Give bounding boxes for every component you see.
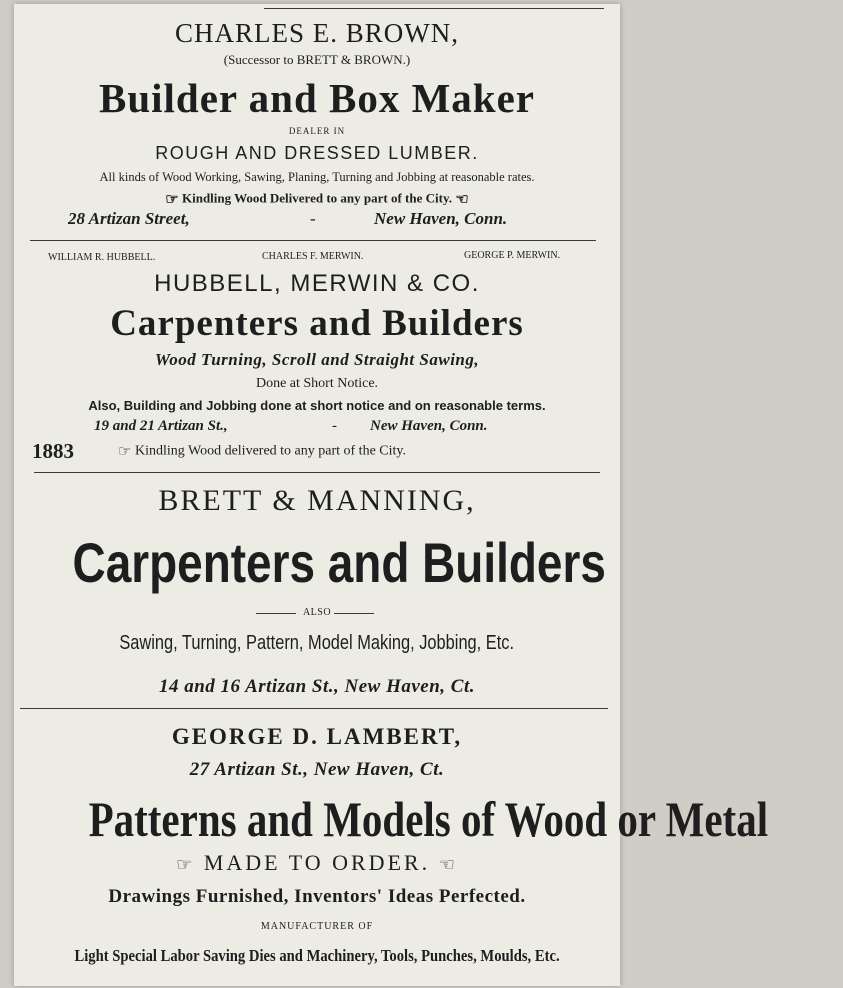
ad1-services: All kinds of Wood Working, Sawing, Planing, Turning and Jobbing at reasonable rates. (99, 170, 535, 184)
ad3-services: Sawing, Turning, Pattern, Model Making, Jobbing, Etc. (119, 632, 515, 654)
ad1-successor: (Successor to BRETT & BROWN.) (223, 52, 411, 67)
ad2-address: 19 and 21 Artizan St., (94, 418, 228, 434)
ad2-kindling: Kindling Wood delivered to any part of the City. (134, 443, 406, 459)
ad2-trade: Carpenters and Builders (110, 303, 524, 344)
ad4-headline-line (14, 790, 769, 848)
ad1-name: CHARLES E. BROWN, (174, 18, 459, 48)
ad2-partner-2: CHARLES F. MERWIN. (262, 251, 364, 262)
ad4-address: 27 Artizan St., New Haven, Ct. (189, 759, 445, 780)
ad1-dash: - (310, 209, 316, 228)
ad2-partner-1: WILLIAM R. HUBBELL. (48, 252, 156, 263)
ad3-trade: Carpenters and Builders (72, 531, 606, 594)
ad3-address: 14 and 16 Artizan St., New Haven, Ct. (158, 676, 476, 697)
ad4-name: GEORGE D. LAMBERT, (171, 724, 463, 749)
ad2-partner-3: GEORGE P. MERWIN. (464, 250, 561, 261)
ad4-products-line (14, 946, 620, 966)
ad4-headline: Patterns and Models of Wood or Metal (88, 791, 769, 847)
ad2-year: 1883 (32, 439, 74, 463)
divider-2 (34, 472, 600, 473)
divider-3 (20, 708, 608, 709)
ad1-trade: Builder and Box Maker (99, 75, 535, 121)
ad4-manufacturer: MANUFACTURER OF (260, 921, 374, 932)
ad2-also: Also, Building and Jobbing done at short notice and on reasonable terms. (88, 398, 546, 413)
pointing-hand-left-icon: ☜ (455, 192, 469, 208)
pointing-hand-right-icon: ☞ (118, 444, 132, 460)
ad1-lumber: ROUGH AND DRESSED LUMBER. (155, 143, 479, 163)
ad1-kindling-line (14, 190, 620, 209)
ad2-city: New Haven, Conn. (370, 418, 488, 434)
ad2-services: Wood Turning, Scroll and Straight Sawing, (154, 350, 480, 369)
ad1-kindling: Kindling Wood Delivered to any part of the City. (181, 190, 452, 206)
ad2-kindling-line (118, 442, 406, 461)
ad2-dash: - (332, 418, 337, 434)
also-rule-right (334, 613, 374, 614)
ad1-dealer-in: DEALER IN (288, 126, 346, 136)
ad1-address: 28 Artizan Street, (68, 209, 190, 228)
ad4-made: MADE TO ORDER. (203, 850, 431, 875)
ad4-made-line (14, 850, 620, 876)
ad4-drawings: Drawings Furnished, Inventors' Ideas Perfected. (108, 886, 526, 907)
ad2-notice: Done at Short Notice. (255, 376, 379, 391)
ad1-city: New Haven, Conn. (374, 209, 508, 228)
pointing-hand-right-icon: ☞ (165, 192, 179, 208)
pointing-hand-right-icon: ☞ (176, 854, 196, 875)
advertisement-page (14, 4, 769, 986)
divider-1 (30, 240, 596, 241)
ad3-services-line (14, 632, 620, 655)
ad3-trade-line (14, 530, 620, 595)
ad4-products: Light Special Labor Saving Dies and Machinery, Tools, Punches, Moulds, Etc. (74, 946, 560, 965)
ad3-also: ALSO (302, 607, 332, 618)
pointing-hand-left-icon: ☜ (438, 854, 458, 875)
top-rule (264, 8, 604, 9)
ad2-firm: HUBBELL, MERWIN & CO. (154, 270, 480, 297)
ad3-firm: BRETT & MANNING, (158, 484, 476, 517)
